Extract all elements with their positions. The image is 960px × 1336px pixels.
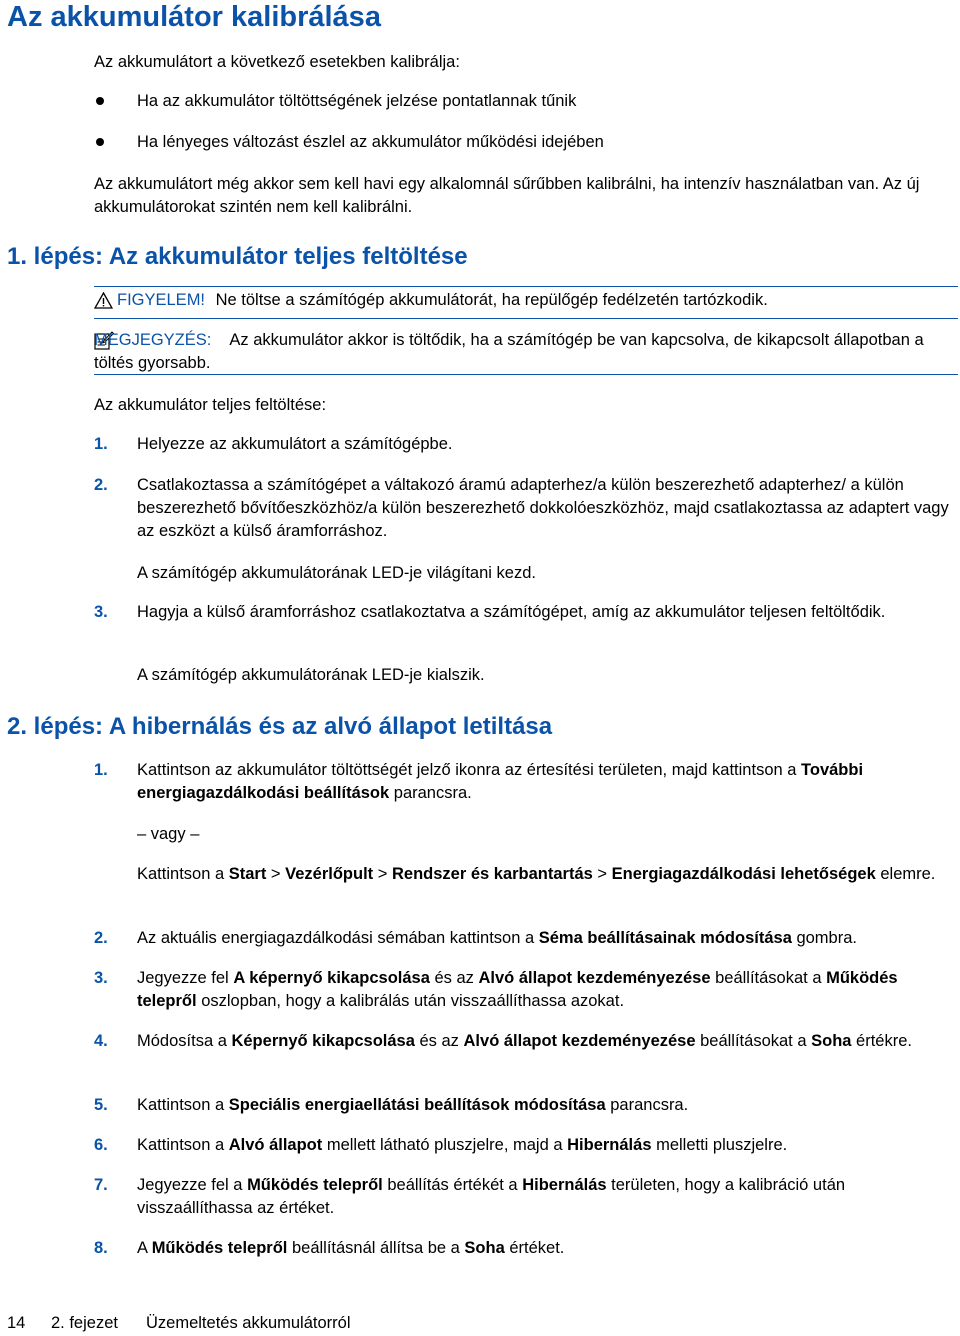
ui-term: Séma beállításainak módosítása bbox=[538, 929, 792, 947]
page-number: 14 bbox=[7, 1314, 26, 1332]
warning bbox=[95, 289, 960, 312]
note-bottom-rule bbox=[94, 374, 958, 375]
step-text-part: A bbox=[137, 1239, 152, 1257]
step-text-part: melletti pluszjelre. bbox=[651, 1136, 788, 1154]
step-text-part: > bbox=[592, 865, 612, 883]
paragraph: Az akkumulátort még akkor sem kell havi egy alkalomnál sűrűbben kalibrálni, ha intenzív használatban van. Az új akkumulátorokat szintén nem kell kalibrálni. bbox=[94, 175, 920, 216]
step-text-part: mellett látható pluszjelre, majd a bbox=[322, 1136, 568, 1154]
ui-term: Hibernálás bbox=[522, 1176, 607, 1194]
step-text-part: értékre. bbox=[851, 1032, 912, 1050]
step-text-part: gombra. bbox=[791, 929, 857, 947]
step-text-part: Kattintson a bbox=[137, 1096, 229, 1114]
ui-term: Soha bbox=[811, 1032, 852, 1050]
bullet-dot bbox=[96, 138, 104, 146]
step-text-part: Az aktuális energiagazdálkodási sémában kattintson a bbox=[137, 929, 539, 947]
page-title: Az akkumulátor kalibrálása bbox=[7, 1, 381, 33]
ui-term: Energiagazdálkodási lehetőségek bbox=[611, 865, 876, 883]
step-text-part: > bbox=[373, 865, 392, 883]
step-text-part: területen, hogy a kalibráció után visszaállíthassa az értéket. bbox=[137, 1176, 846, 1217]
bullet-dot bbox=[96, 97, 104, 105]
note bbox=[94, 329, 956, 375]
ui-term: Vezérlőpult bbox=[285, 865, 374, 883]
step-number: 1. bbox=[94, 435, 108, 453]
step-number: 4. bbox=[94, 1032, 108, 1050]
step-text-part: Jegyezze fel a bbox=[137, 1176, 248, 1194]
step-number: 6. bbox=[94, 1136, 108, 1154]
step-text-part: elemre. bbox=[875, 865, 936, 883]
step-subtext: A számítógép akkumulátorának LED-je világítani kezd. bbox=[137, 564, 536, 582]
ui-term: Képernyő kikapcsolása bbox=[231, 1032, 415, 1050]
ui-term: Alvó állapot bbox=[228, 1136, 323, 1154]
step-text: Hagyja a külső áramforráshoz csatlakoztatva a számítógépet, amíg az akkumulátor teljesen feltöltődik. bbox=[137, 603, 886, 621]
step-number: 3. bbox=[94, 603, 108, 621]
step-text-part: > bbox=[266, 865, 286, 883]
step-number: 7. bbox=[94, 1176, 108, 1194]
step-text-part: Kattintson a bbox=[137, 1136, 229, 1154]
ui-term: Speciális energiaellátási beállítások módosítása bbox=[228, 1096, 606, 1114]
step-text bbox=[137, 927, 959, 950]
step-text-part: oszlopban, hogy a kalibrálás után visszaállíthassa azokat. bbox=[196, 992, 625, 1010]
charge-intro: Az akkumulátor teljes feltöltése: bbox=[94, 396, 327, 414]
step-number: 2. bbox=[94, 929, 108, 947]
ui-term: Alvó állapot kezdeményezése bbox=[478, 969, 711, 987]
step-text-part: Módosítsa a bbox=[137, 1032, 232, 1050]
or-separator: – vagy – bbox=[137, 825, 200, 843]
step-text: Helyezze az akkumulátort a számítógépbe. bbox=[137, 435, 453, 453]
step-number: 2. bbox=[94, 476, 108, 494]
step-subtext: A számítógép akkumulátorának LED-je kialszik. bbox=[137, 666, 485, 684]
ui-term: Hibernálás bbox=[567, 1136, 652, 1154]
warning-rule bbox=[94, 286, 958, 287]
step-text bbox=[137, 1094, 959, 1117]
step-number: 8. bbox=[94, 1239, 108, 1257]
step-text: Csatlakoztassa a számítógépet a váltakozó áramú adapterhez/a külön beszerezhető adapterhez/ a külön beszerezhető bővítőeszközhöz/a külön beszerezhető dokkolóeszközhöz, majd csatlakoztassa az adaptert vagy az eszközt a külső áramforráshoz. bbox=[137, 476, 949, 540]
step-text-part: parancsra. bbox=[389, 784, 472, 802]
step-text-part: beállításokat a bbox=[695, 1032, 812, 1050]
step-text bbox=[137, 1134, 959, 1157]
note-label bbox=[94, 331, 211, 349]
step-text-part: beállításnál állítsa be a bbox=[287, 1239, 465, 1257]
ui-term: A képernyő kikapcsolása bbox=[233, 969, 430, 987]
step-text-part: Kattintson a bbox=[137, 865, 229, 883]
ui-term: Működés telepről bbox=[137, 969, 898, 1010]
step-text bbox=[137, 1237, 959, 1260]
step-text bbox=[137, 1030, 959, 1053]
step-text bbox=[137, 1174, 959, 1220]
ui-term: Alvó állapot kezdeményezése bbox=[463, 1032, 696, 1050]
ui-term: Rendszer és karbantartás bbox=[391, 865, 593, 883]
warning-label: FIGYELEM! bbox=[117, 291, 206, 309]
note-label-text: MEGJEGYZÉS: bbox=[94, 331, 212, 349]
step-text-part: és az bbox=[429, 969, 479, 987]
chapter-number: 2. fejezet bbox=[51, 1314, 118, 1332]
step-text-part: értéket. bbox=[504, 1239, 565, 1257]
ui-term: Start bbox=[228, 865, 267, 883]
step-text-part: Jegyezze fel bbox=[137, 969, 234, 987]
chapter-title: Üzemeltetés akkumulátorról bbox=[146, 1314, 351, 1332]
ui-term: Működés telepről bbox=[151, 1239, 288, 1257]
ui-term: Soha bbox=[464, 1239, 505, 1257]
step-text-part: és az bbox=[414, 1032, 464, 1050]
intro-text: Az akkumulátort a következő esetekben kalibrálja: bbox=[94, 53, 460, 71]
step-text-part: Kattintson az akkumulátor töltöttségét jelző ikonra az értesítési területen, majd kattintson a bbox=[137, 761, 802, 779]
ui-term: További energiagazdálkodási beállítások bbox=[137, 761, 864, 802]
bullet-item: Ha lényeges változást észlel az akkumulátor működési idejében bbox=[137, 133, 604, 151]
step-text-part: beállítás értékét a bbox=[382, 1176, 523, 1194]
step-number: 1. bbox=[94, 761, 108, 779]
section-heading-step2: 2. lépés: A hibernálás és az alvó állapot letiltása bbox=[7, 713, 553, 740]
step-text bbox=[137, 863, 959, 886]
step-text-part: beállításokat a bbox=[710, 969, 827, 987]
step-text bbox=[137, 967, 959, 1013]
step-number: 5. bbox=[94, 1096, 108, 1114]
ui-term: Működés telepről bbox=[247, 1176, 383, 1194]
step-number: 3. bbox=[94, 969, 108, 987]
note-text: Az akkumulátor akkor is töltődik, ha a számítógép be van kapcsolva, de kikapcsolt állapotban a töltés gyorsabb. bbox=[94, 331, 924, 372]
warning-text: Ne töltse a számítógép akkumulátorát, ha repülőgép fedélzetén tartózkodik. bbox=[215, 291, 768, 309]
step-text bbox=[137, 759, 959, 805]
step-text-part: parancsra. bbox=[605, 1096, 689, 1114]
bullet-item: Ha az akkumulátor töltöttségének jelzése pontatlannak tűnik bbox=[137, 92, 577, 110]
note-top-rule bbox=[94, 318, 958, 319]
section-heading-step1: 1. lépés: Az akkumulátor teljes feltöltése bbox=[7, 243, 468, 270]
